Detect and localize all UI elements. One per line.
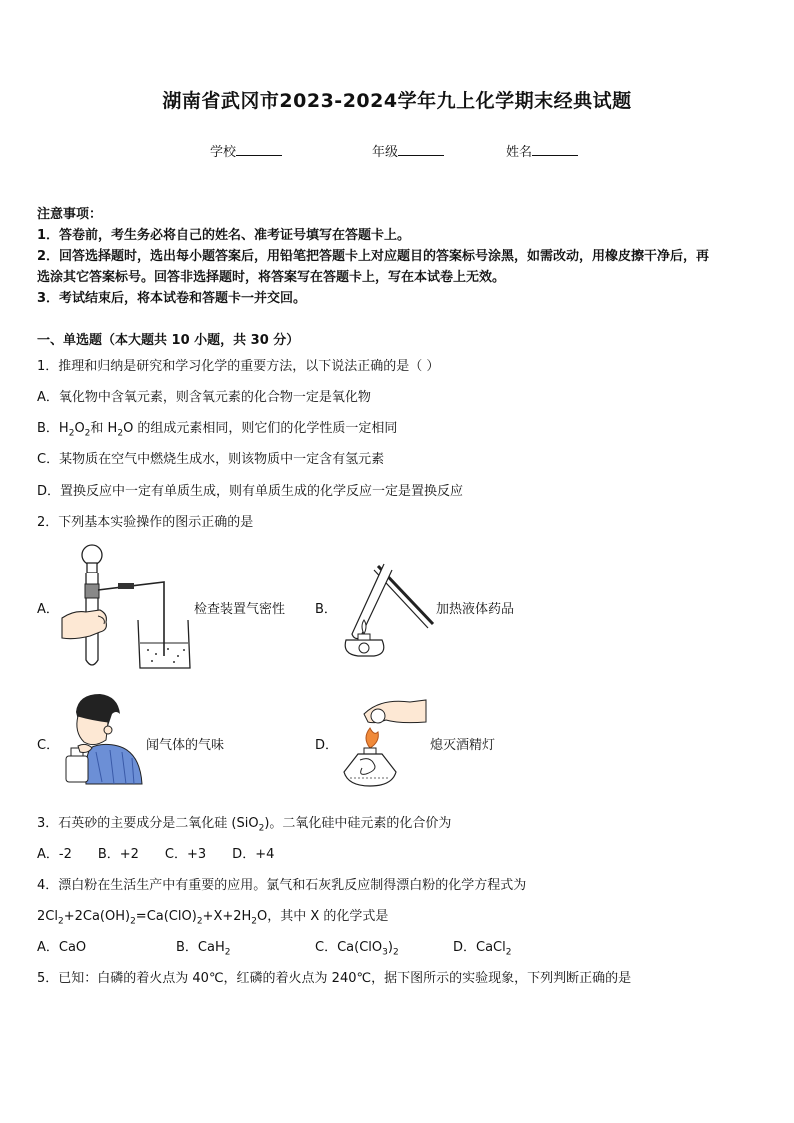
q2-option-d-label: D． <box>315 738 339 753</box>
name-label: 姓名 <box>506 145 533 160</box>
note-3: 3．考试结束后，将本试卷和答题卡一并交回。 <box>37 291 307 306</box>
q3-stem: 3．石英砂的主要成分是二氧化硅 (SiO$_2$)。二氧化硅中硅元素的化合价为 <box>37 816 452 834</box>
q4-option-a: A．CaO <box>37 940 87 955</box>
school-label: 学校 <box>210 145 237 160</box>
name-field <box>506 141 578 160</box>
grade-label: 年级 <box>372 145 399 160</box>
name-blank[interactable] <box>532 143 578 156</box>
q4-option-b: B．CaH$_2$ <box>176 940 231 958</box>
q4-option-d: D．CaCl$_2$ <box>453 940 512 958</box>
q5-stem: 5．已知：白磷的着火点为 40℃，红磷的着火点为 240℃，据下图所示的实验现象，下列判断正确的是 <box>37 971 632 986</box>
extinguish-lamp-figure <box>340 694 430 790</box>
grade-field <box>372 141 444 160</box>
q4-equation: $2Cl_2+2Ca(OH)_2=Ca(ClO)_2+X+2H_2O$，其中 X 的化学式是 <box>37 909 389 927</box>
q2-stem: 2．下列基本实验操作的图示正确的是 <box>37 515 254 530</box>
note-2a: 2．回答选择题时，选出每小题答案后，用铅笔把答题卡上对应题目的答案标号涂黑，如需改动，用橡皮擦干净后，再 <box>37 249 710 264</box>
grade-blank[interactable] <box>398 143 444 156</box>
q2-option-d-caption: 熄灭酒精灯 <box>430 738 496 753</box>
q2-option-a-caption: 检查装置气密性 <box>194 602 286 617</box>
notes-heading: 注意事项： <box>37 207 103 222</box>
note-1: 1．答卷前，考生务必将自己的姓名、准考证号填写在答题卡上。 <box>37 228 411 243</box>
q2-option-b-caption: 加热液体药品 <box>436 602 515 617</box>
section-heading: 一、单选题（本大题共 10 小题，共 30 分） <box>37 333 300 348</box>
q2-option-a-label: A． <box>37 602 59 617</box>
q1-stem: 1．推理和归纳是研究和学习化学的重要方法，以下说法正确的是（ ） <box>37 359 440 374</box>
airtightness-check-figure <box>60 540 190 672</box>
school-field <box>210 141 282 160</box>
q1-option-a: A．氧化物中含氧元素，则含氧元素的化合物一定是氧化物 <box>37 390 371 405</box>
heating-liquid-figure <box>338 562 438 658</box>
q1-option-d: D．置换反应中一定有单质生成，则有单质生成的化学反应一定是置换反应 <box>37 484 464 499</box>
q1-option-b: B．$H_2O_2$和 $H_2O$ 的组成元素相同，则它们的化学性质一定相同 <box>37 421 398 439</box>
q1-option-c: C．某物质在空气中燃烧生成水，则该物质中一定含有氢元素 <box>37 452 385 467</box>
q3-options: A．-2 B．+2 C．+3 D．+4 <box>37 847 275 862</box>
smelling-gas-figure <box>62 692 144 784</box>
q2-option-b-label: B． <box>315 602 337 617</box>
q2-option-c-caption: 闻气体的气味 <box>146 738 225 753</box>
note-2b: 选涂其它答案标号。回答非选择题时，将答案写在答题卡上，写在本试卷上无效。 <box>37 270 506 285</box>
q4-stem: 4．漂白粉在生活生产中有重要的应用。氯气和石灰乳反应制得漂白粉的化学方程式为 <box>37 878 527 893</box>
q4-option-c: C．$Ca(ClO_3)_2$ <box>315 940 399 958</box>
school-blank[interactable] <box>236 143 282 156</box>
page-title: 湖南省武冈市2023-2024学年九上化学期末经典试题 <box>162 90 632 112</box>
q2-option-c-label: C． <box>37 738 60 753</box>
